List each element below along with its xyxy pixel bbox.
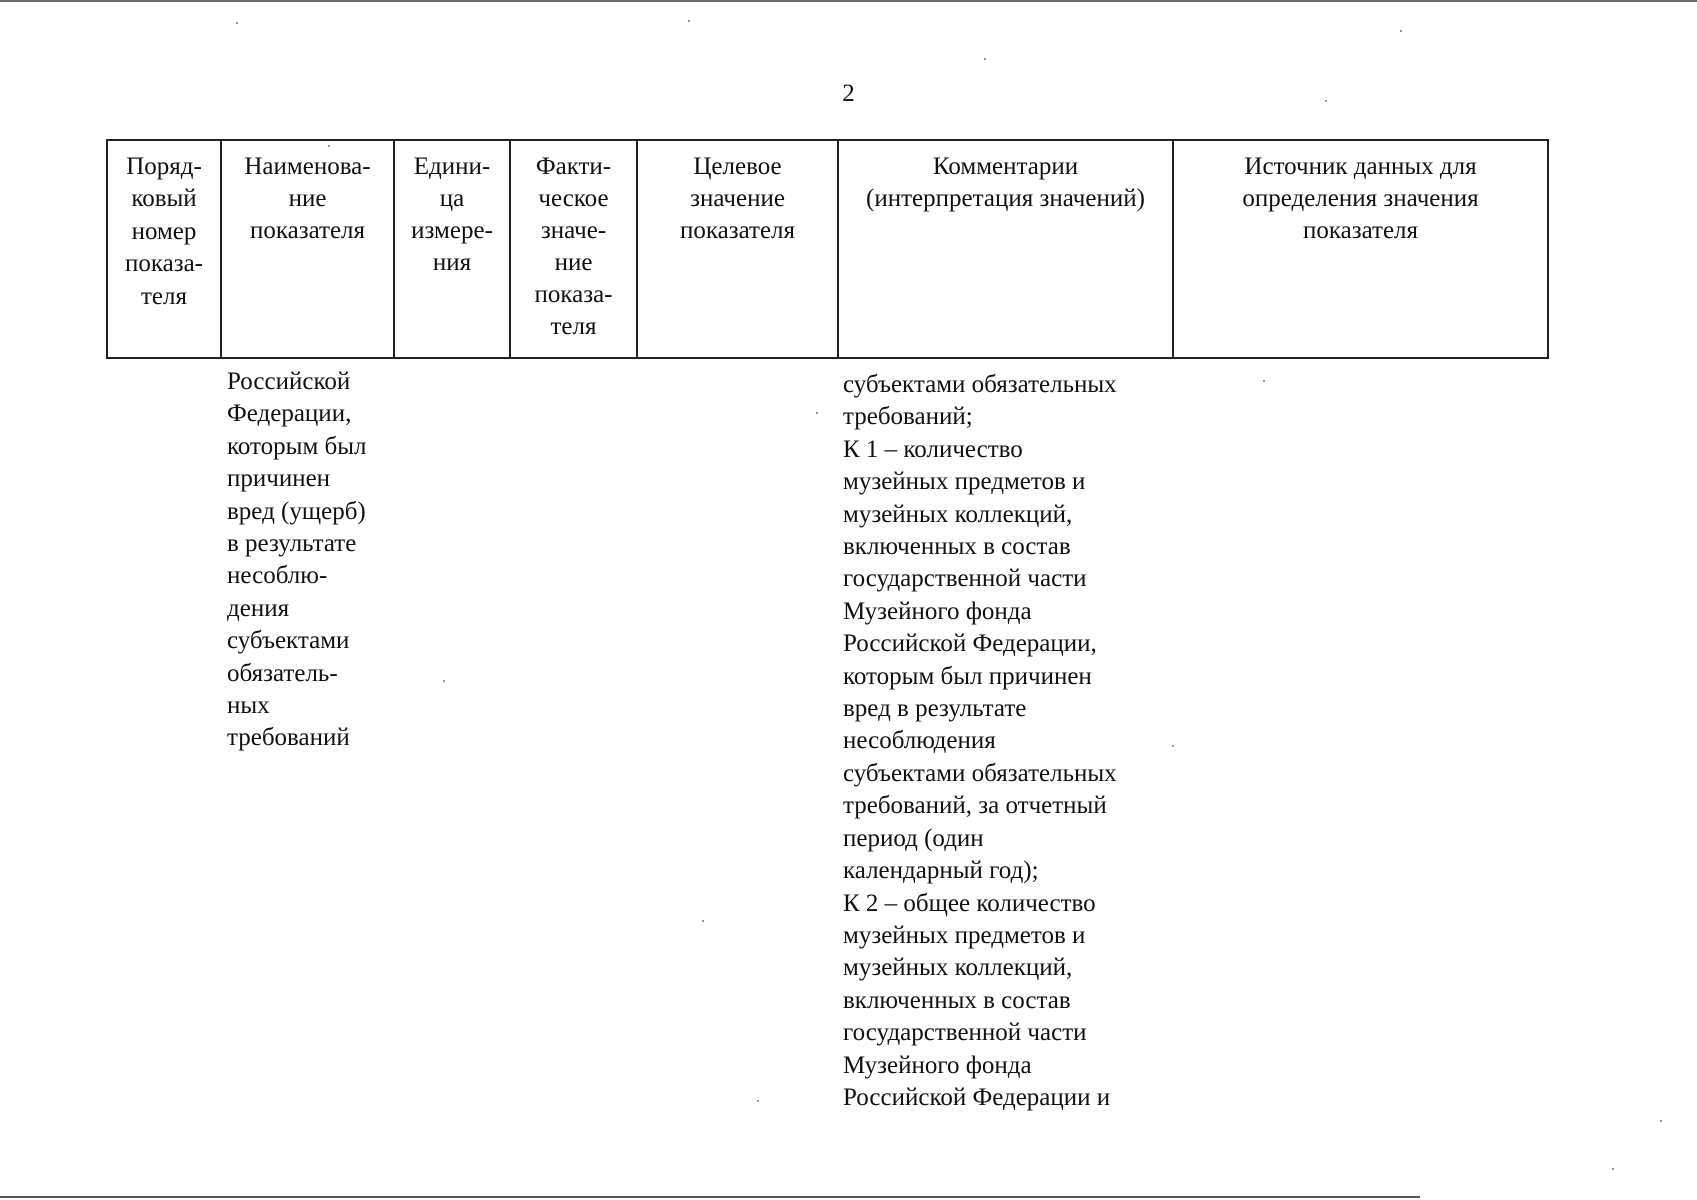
scan-speck [984, 58, 986, 60]
column-header-indicator-name: Наименова- ние показателя [221, 140, 394, 358]
scan-speck [702, 920, 704, 922]
scan-speck [1660, 1120, 1662, 1122]
scan-speck [1400, 30, 1402, 32]
column-header-target-value: Целевое значение показателя [637, 140, 838, 358]
scan-speck [816, 412, 818, 414]
comments-continuation: субъектами обязательных требований; К 1 – количество музейных предметов и музейных коллекций, включенных в состав государственной части Музейного фонда Российской Федерации, которым был причинен вред в результате несоблюдения субъектами обязательных требований, за отчетный период (один календарный год); К 2 – общее количество музейных предметов и музейных коллекций, включенных в состав государственной части Музейного фонда Российской Федерации и [843, 371, 1117, 1111]
column-header-serial-number: Поряд- ковый номер показа- теля [107, 140, 221, 358]
indicator-name-continuation: Российской Федерации, которым был причинен вред (ущерб) в результате несоблю- дения субъектами обязатель- ных требований [227, 368, 367, 752]
scan-speck [443, 680, 445, 682]
scan-speck [236, 22, 238, 24]
column-header-comments: Комментарии (интерпретация значений) [838, 140, 1173, 358]
scan-speck [1263, 380, 1265, 382]
column-header-unit: Едини- ца измере- ния [394, 140, 510, 358]
indicator-table-header [106, 139, 1549, 359]
scan-speck [1612, 1168, 1614, 1170]
page-number: 2 [842, 80, 855, 107]
scan-speck [688, 20, 690, 22]
scan-border-bottom [0, 1196, 1420, 1198]
column-header-actual-value: Факти- ческое значе- ние показа- теля [510, 140, 637, 358]
scan-speck [757, 1100, 759, 1102]
scan-border-top [0, 0, 1697, 2]
table-header-row [107, 140, 1548, 358]
column-header-data-source: Источник данных для определения значения показателя [1173, 140, 1548, 358]
